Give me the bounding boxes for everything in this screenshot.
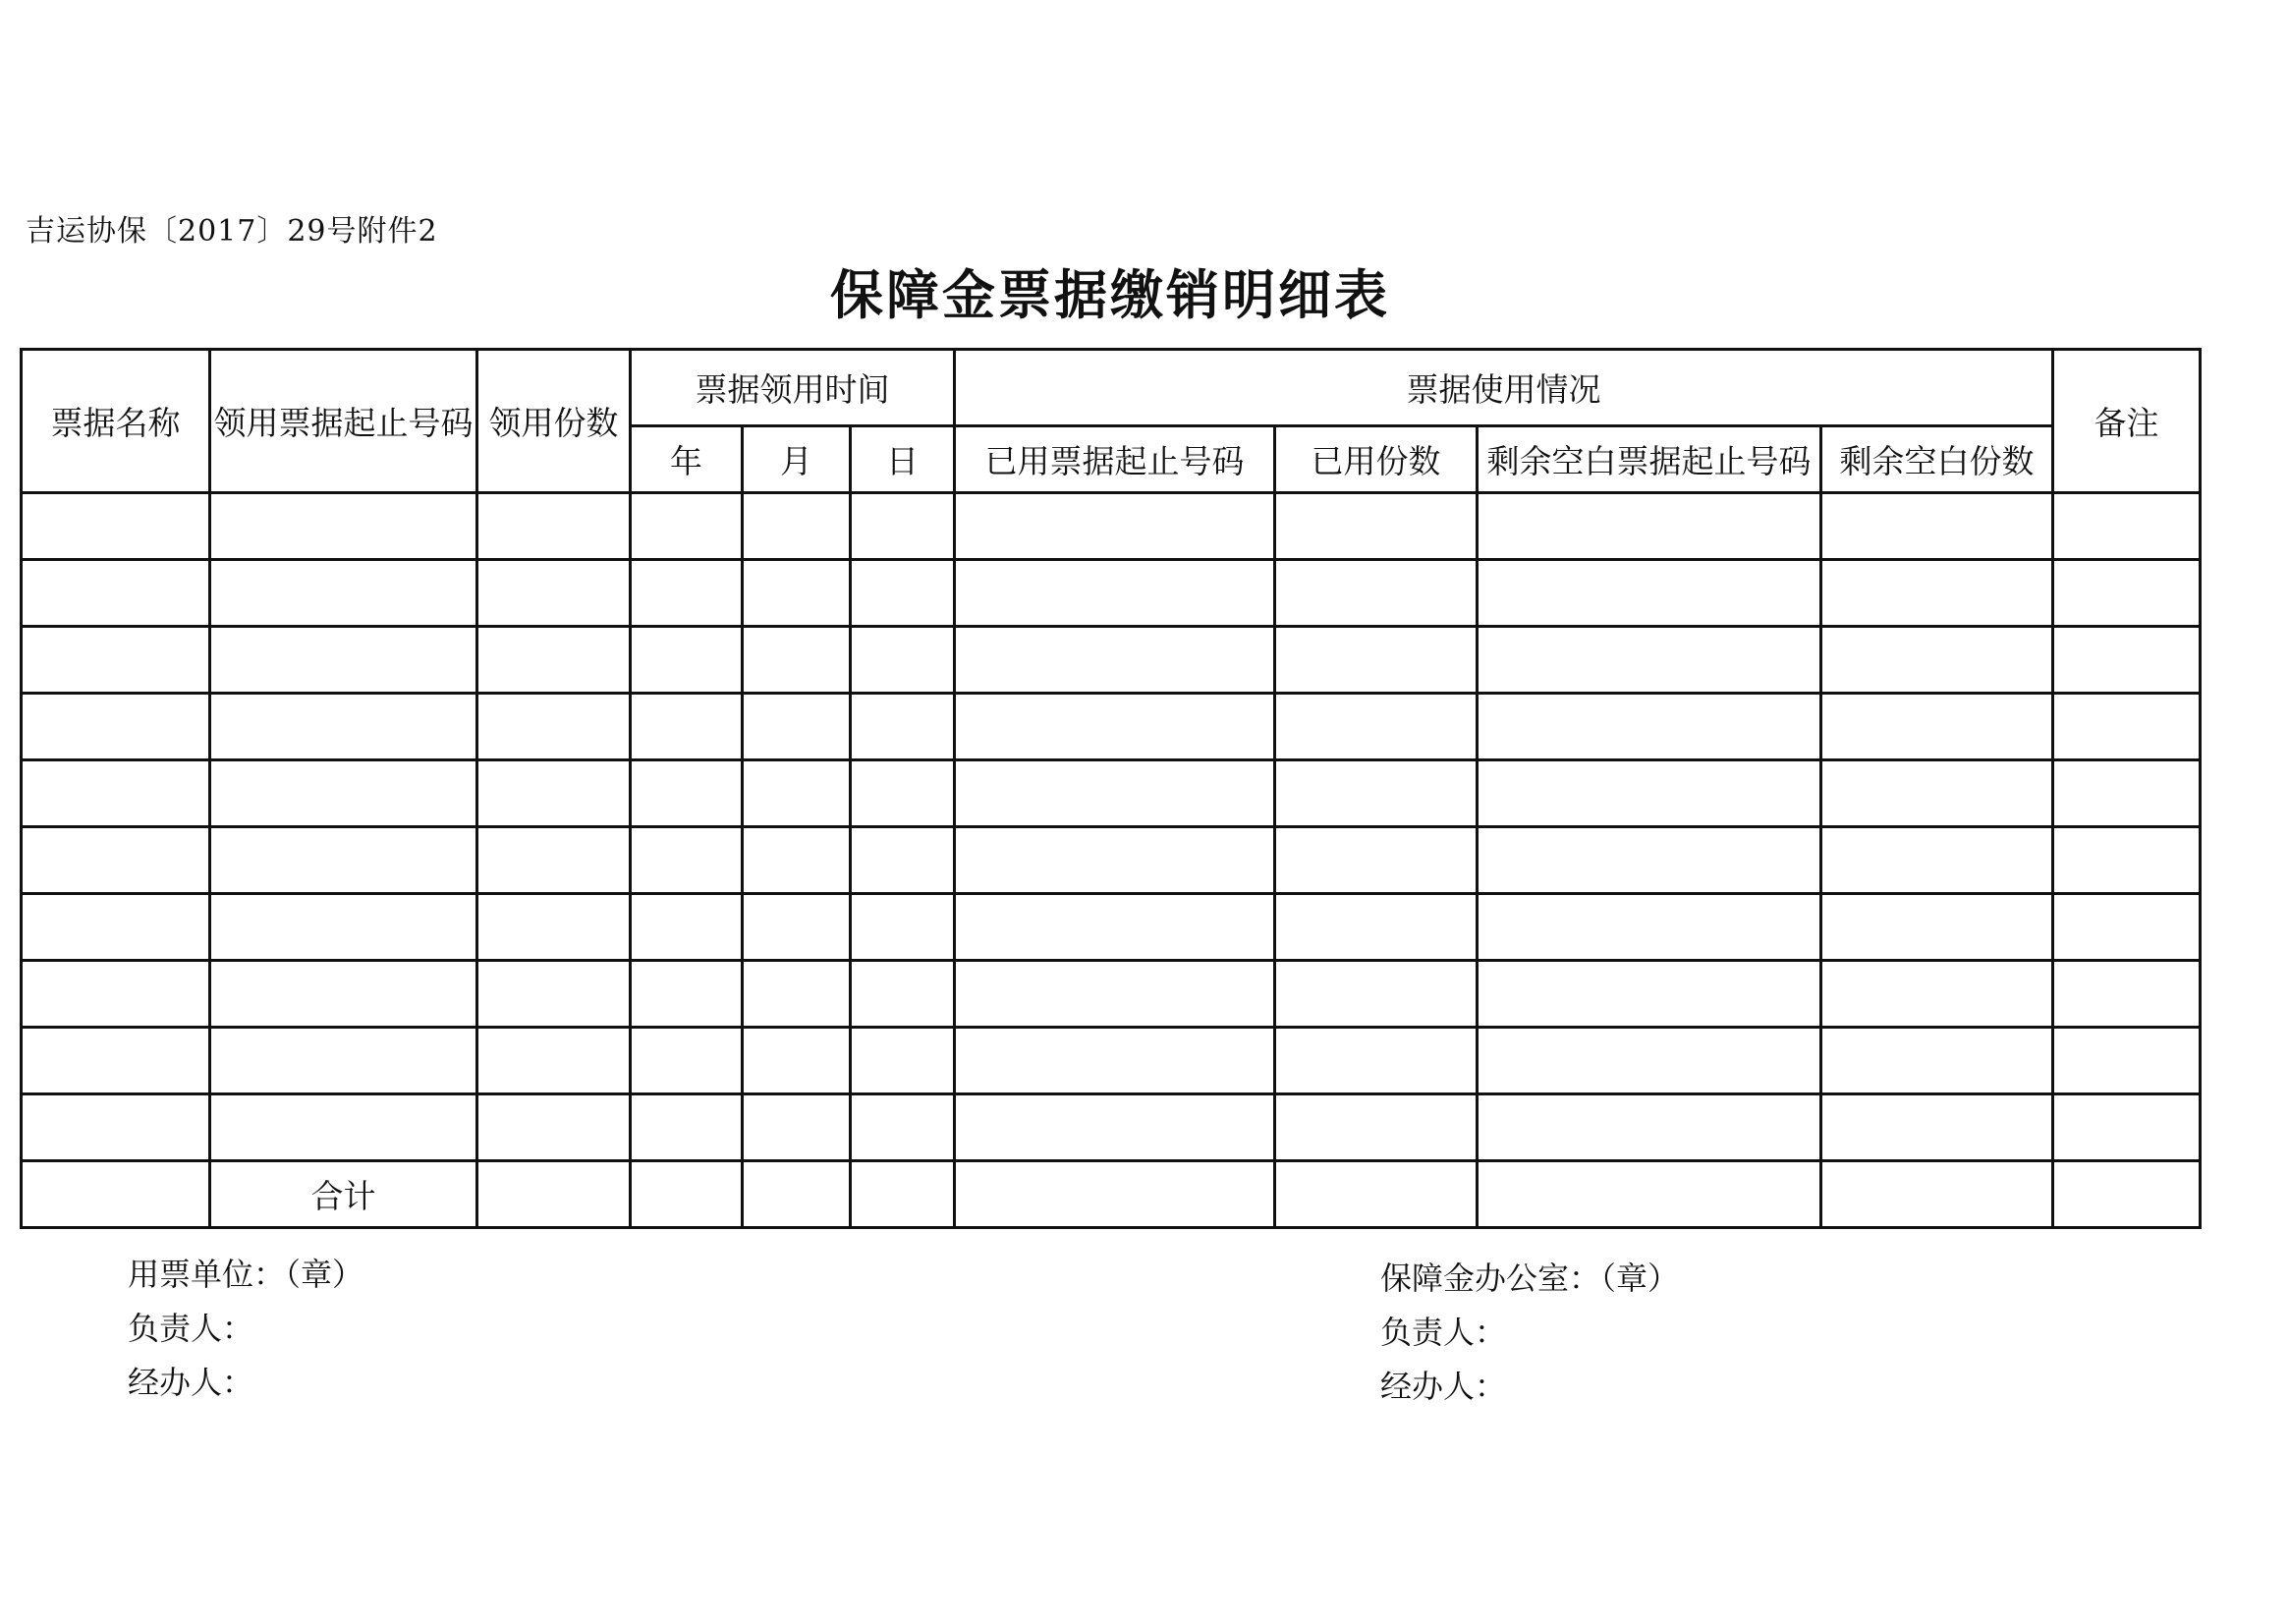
- table-cell[interactable]: [955, 694, 1275, 760]
- table-cell[interactable]: [1821, 760, 2053, 827]
- table-cell[interactable]: [22, 1161, 210, 1228]
- table-cell[interactable]: [1275, 694, 1478, 760]
- table-cell[interactable]: [1275, 1161, 1478, 1228]
- table-row: [22, 760, 2201, 827]
- footer-left-handler: 经办人：: [128, 1364, 254, 1401]
- table-cell[interactable]: [955, 827, 1275, 894]
- table-row: [22, 827, 2201, 894]
- table-cell[interactable]: [743, 560, 851, 627]
- table-cell[interactable]: [851, 694, 955, 760]
- table-cell[interactable]: [1478, 760, 1821, 827]
- table-cell[interactable]: [1821, 493, 2053, 560]
- table-cell[interactable]: [22, 560, 210, 627]
- table-cell[interactable]: [2053, 1161, 2201, 1228]
- footer-unit-stamp: 用票单位：（章）: [128, 1256, 364, 1293]
- table-cell[interactable]: [631, 1094, 743, 1161]
- footer-office-stamp: 保障金办公室：（章）: [1380, 1260, 1680, 1297]
- table-cell[interactable]: [1821, 1094, 2053, 1161]
- table-cell[interactable]: [955, 894, 1275, 961]
- table-cell[interactable]: [1478, 894, 1821, 961]
- table-cell[interactable]: [743, 1028, 851, 1094]
- table-cell[interactable]: [477, 694, 631, 760]
- table-cell[interactable]: [477, 827, 631, 894]
- header-used-count: 已用份数: [1275, 426, 1478, 493]
- table-cell[interactable]: [210, 1028, 477, 1094]
- table-cell[interactable]: [1821, 961, 2053, 1028]
- table-cell[interactable]: [210, 493, 477, 560]
- table-cell[interactable]: [477, 760, 631, 827]
- table-cell[interactable]: [2053, 627, 2201, 694]
- table-cell[interactable]: [22, 694, 210, 760]
- table-cell[interactable]: [631, 694, 743, 760]
- header-usage-group: 票据使用情况: [955, 350, 2053, 426]
- header-remaining-range: 剩余空白票据起止号码: [1478, 426, 1821, 493]
- table-cell[interactable]: [1478, 827, 1821, 894]
- table-cell[interactable]: [2053, 894, 2201, 961]
- table-cell[interactable]: [1821, 894, 2053, 961]
- table-cell[interactable]: [1478, 493, 1821, 560]
- table-cell[interactable]: [477, 560, 631, 627]
- table-cell[interactable]: [1821, 694, 2053, 760]
- table-row: [22, 961, 2201, 1028]
- total-row: [22, 1161, 2201, 1228]
- table-cell[interactable]: [955, 493, 1275, 560]
- table-cell[interactable]: [1275, 493, 1478, 560]
- table-cell[interactable]: [631, 560, 743, 627]
- table-cell[interactable]: [743, 493, 851, 560]
- header-remarks: 备注: [2053, 350, 2201, 493]
- table-cell[interactable]: [2053, 560, 2201, 627]
- table-cell[interactable]: [743, 894, 851, 961]
- table-cell[interactable]: [477, 961, 631, 1028]
- header-year: 年: [631, 426, 743, 493]
- table-cell[interactable]: [1478, 1161, 1821, 1228]
- table-cell[interactable]: [631, 493, 743, 560]
- table-cell[interactable]: [955, 1161, 1275, 1228]
- table-cell[interactable]: [1821, 627, 2053, 694]
- table-cell[interactable]: [955, 1094, 1275, 1161]
- table-cell[interactable]: [631, 827, 743, 894]
- table-cell[interactable]: [955, 1028, 1275, 1094]
- table-cell[interactable]: [1478, 560, 1821, 627]
- table-cell[interactable]: [1478, 627, 1821, 694]
- table-cell[interactable]: [743, 694, 851, 760]
- table-cell[interactable]: [631, 961, 743, 1028]
- table-cell[interactable]: [851, 493, 955, 560]
- table-cell[interactable]: [743, 961, 851, 1028]
- table-cell[interactable]: [2053, 1094, 2201, 1161]
- header-month: 月: [743, 426, 851, 493]
- table-cell[interactable]: [851, 1094, 955, 1161]
- table-cell[interactable]: [743, 1161, 851, 1228]
- footer-left-manager: 负责人：: [128, 1310, 254, 1347]
- table-row: [22, 493, 2201, 560]
- table-cell[interactable]: [851, 560, 955, 627]
- table-cell[interactable]: [851, 894, 955, 961]
- table-cell[interactable]: [1275, 894, 1478, 961]
- table-cell[interactable]: [1275, 1094, 1478, 1161]
- table-cell[interactable]: [210, 560, 477, 627]
- table-cell[interactable]: [210, 894, 477, 961]
- table-cell[interactable]: [1478, 1094, 1821, 1161]
- table-cell[interactable]: [22, 493, 210, 560]
- table-cell[interactable]: [210, 961, 477, 1028]
- table-cell[interactable]: [743, 760, 851, 827]
- table-cell[interactable]: [210, 694, 477, 760]
- table-cell[interactable]: [1478, 694, 1821, 760]
- table-cell[interactable]: [22, 1094, 210, 1161]
- table-cell[interactable]: [851, 760, 955, 827]
- table-row: [22, 627, 2201, 694]
- header-issue-time-group: 票据领用时间: [631, 350, 955, 426]
- footer-right: [1380, 1252, 1679, 1414]
- table-cell[interactable]: [1275, 1028, 1478, 1094]
- total-label: 合计: [210, 1161, 477, 1228]
- table-cell[interactable]: [22, 961, 210, 1028]
- table-cell[interactable]: [1275, 827, 1478, 894]
- page-title: 保障金票据缴销明细表: [830, 264, 1390, 326]
- table-cell[interactable]: [477, 1094, 631, 1161]
- table-cell[interactable]: [1821, 1028, 2053, 1094]
- table-cell[interactable]: [1275, 627, 1478, 694]
- table-cell[interactable]: [743, 827, 851, 894]
- table-cell[interactable]: [631, 627, 743, 694]
- table-cell[interactable]: [631, 760, 743, 827]
- table-cell[interactable]: [2053, 760, 2201, 827]
- footer-right-handler: 经办人：: [1380, 1368, 1507, 1405]
- header-issued-range: 领用票据起止号码: [210, 350, 477, 493]
- table-cell[interactable]: [210, 1094, 477, 1161]
- table-cell[interactable]: [477, 894, 631, 961]
- table-cell[interactable]: [210, 627, 477, 694]
- table-cell[interactable]: [1821, 1161, 2053, 1228]
- table-cell[interactable]: [955, 961, 1275, 1028]
- table-cell[interactable]: [851, 1161, 955, 1228]
- table-cell[interactable]: [955, 627, 1275, 694]
- table-row: [22, 694, 2201, 760]
- detail-table: [20, 348, 2202, 1229]
- table-cell[interactable]: [477, 627, 631, 694]
- header-used-range: 已用票据起止号码: [955, 426, 1275, 493]
- table-cell[interactable]: [1821, 560, 2053, 627]
- table-row: [22, 894, 2201, 961]
- table-cell[interactable]: [477, 493, 631, 560]
- table-cell[interactable]: [210, 827, 477, 894]
- table-cell[interactable]: [955, 760, 1275, 827]
- table-cell[interactable]: [2053, 827, 2201, 894]
- table-cell[interactable]: [477, 1161, 631, 1228]
- table-cell[interactable]: [955, 560, 1275, 627]
- footer-left: [128, 1248, 363, 1410]
- document-reference: 吉运协保〔2017〕29号附件2: [26, 214, 438, 249]
- table-body: [22, 493, 2201, 1228]
- table-cell[interactable]: [631, 1161, 743, 1228]
- table-cell[interactable]: [631, 894, 743, 961]
- table-cell[interactable]: [477, 1028, 631, 1094]
- table-cell[interactable]: [631, 1028, 743, 1094]
- table-cell[interactable]: [2053, 493, 2201, 560]
- table-cell[interactable]: [1275, 760, 1478, 827]
- table-cell[interactable]: [22, 627, 210, 694]
- table-cell[interactable]: [2053, 694, 2201, 760]
- table-row: [22, 1094, 2201, 1161]
- table-cell[interactable]: [1478, 1028, 1821, 1094]
- header-ticket-name: 票据名称: [22, 350, 210, 493]
- table-cell[interactable]: [1275, 961, 1478, 1028]
- table-header-row: [22, 350, 2201, 426]
- table-cell[interactable]: [851, 627, 955, 694]
- header-remaining-count: 剩余空白份数: [1821, 426, 2053, 493]
- table-cell[interactable]: [851, 1028, 955, 1094]
- table-cell[interactable]: [210, 760, 477, 827]
- table-cell[interactable]: [1478, 961, 1821, 1028]
- table-cell[interactable]: [22, 894, 210, 961]
- table-cell[interactable]: [22, 827, 210, 894]
- footer-right-manager: 负责人：: [1380, 1314, 1507, 1351]
- table-cell[interactable]: [2053, 961, 2201, 1028]
- table-cell[interactable]: [1275, 560, 1478, 627]
- table-row: [22, 1028, 2201, 1094]
- table-row: [22, 560, 2201, 627]
- header-issued-count: 领用份数: [477, 350, 631, 493]
- table-cell[interactable]: [743, 627, 851, 694]
- table-cell[interactable]: [851, 827, 955, 894]
- table-cell[interactable]: [2053, 1028, 2201, 1094]
- table-cell[interactable]: [743, 1094, 851, 1161]
- header-day: 日: [851, 426, 955, 493]
- table-cell[interactable]: [22, 1028, 210, 1094]
- table-cell[interactable]: [1821, 827, 2053, 894]
- table-cell[interactable]: [22, 760, 210, 827]
- table-cell[interactable]: [851, 961, 955, 1028]
